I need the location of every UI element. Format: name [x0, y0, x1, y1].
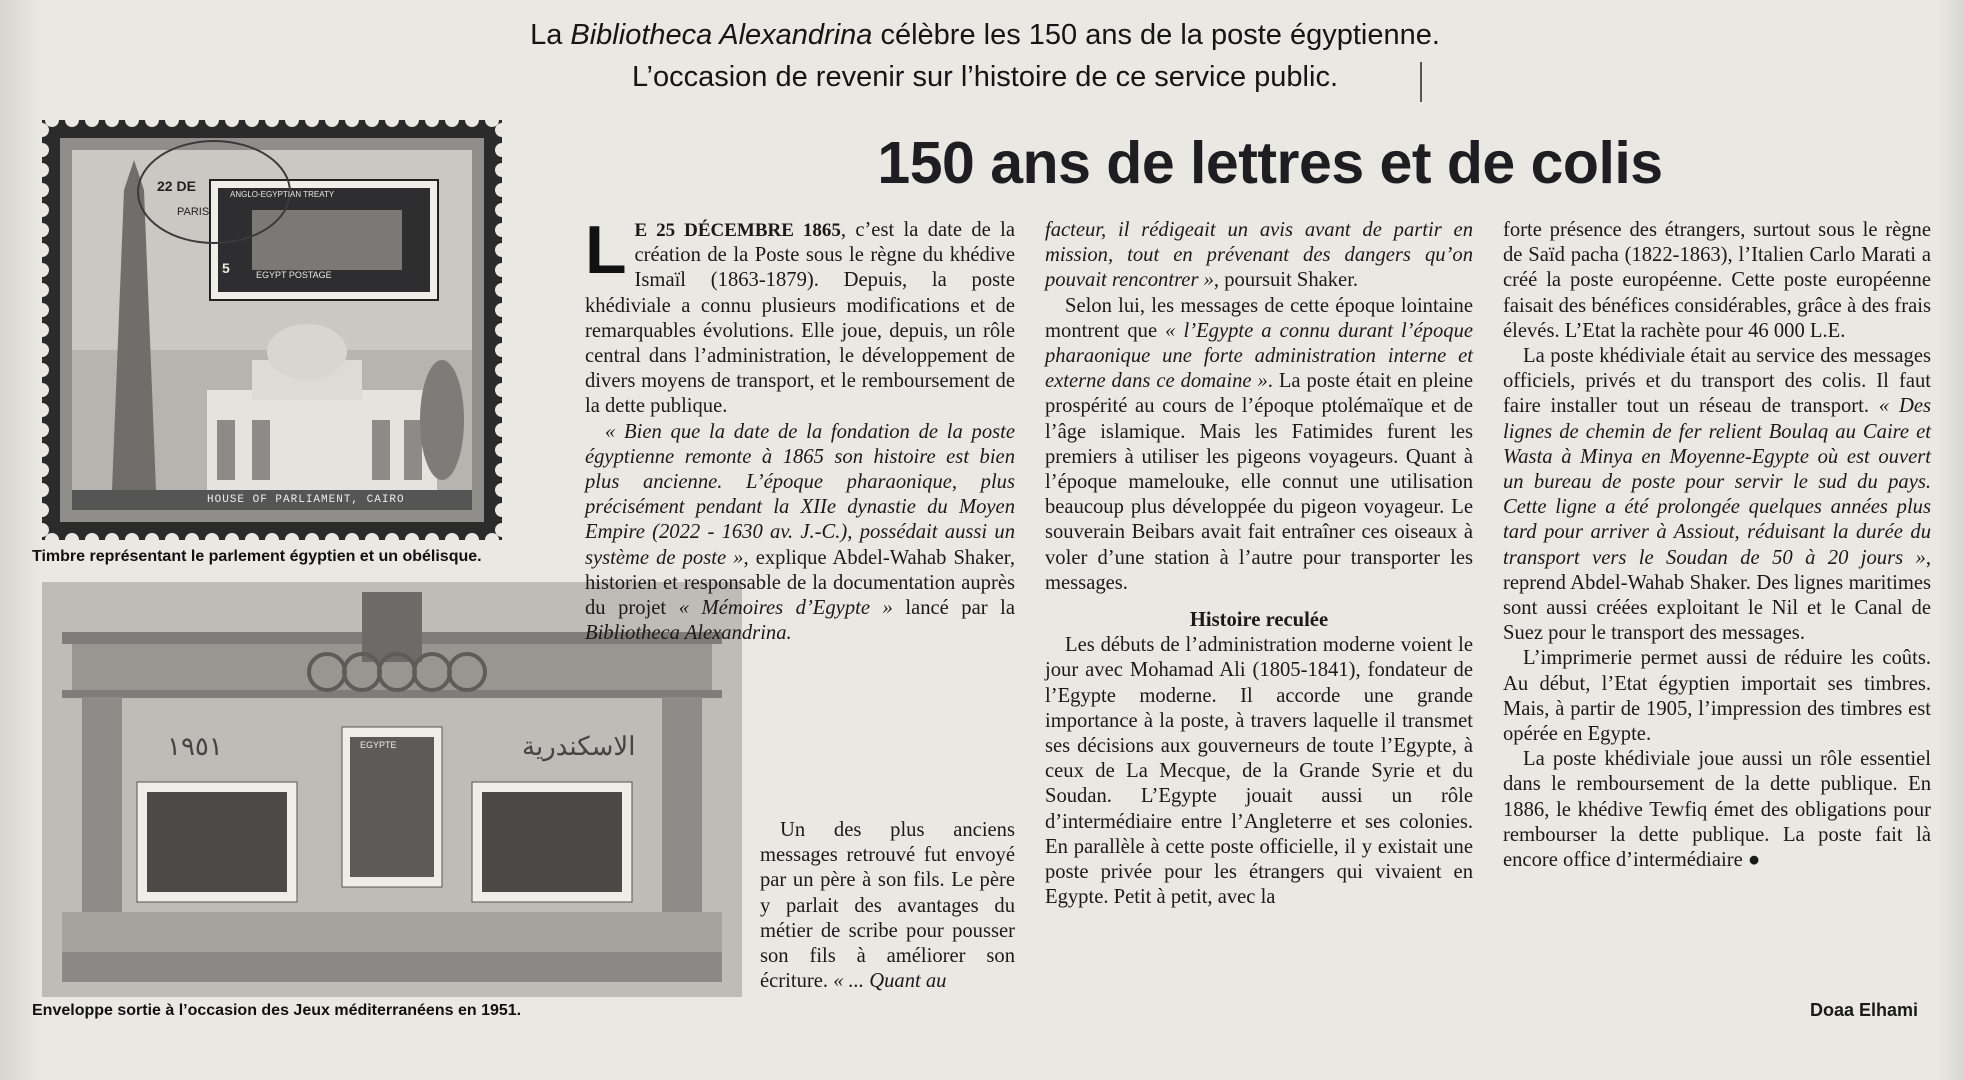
column-2 — [1045, 218, 1473, 910]
envelope-city: الاسكندرية — [522, 732, 636, 761]
deck-line-1: La Bibliotheca Alexandrina célèbre les 150 ans de la poste égyptienne. — [530, 19, 1440, 51]
headline: 150 ans de lettres et de colis — [877, 130, 1663, 196]
column-3 — [1503, 218, 1931, 873]
col2-paragraph-1: facteur, il rédigeait un avis avant de partir en mission, tout en prévenant des dangers qu’on pouvait rencontrer », poursuit Shaker. — [1045, 219, 1473, 292]
column-1 — [585, 212, 1015, 646]
lead-date: E 25 DÉCEMBRE 1865 — [634, 220, 841, 241]
col3-paragraph-1: forte présence des étrangers, surtout sous le règne de Saïd pacha (1822-1863), l’Italien Carlo Marati a créé la poste européenne. Cette poste européenne faisait des bénéfices considérables, grâce à des frais élevés. L’Etat la rachète pour 46 000 L.E. — [1503, 219, 1931, 342]
envelope-caption: Enveloppe sortie à l’occasion des Jeux méditerranéens en 1951. — [32, 1002, 522, 1019]
postmark-date: 22 DE — [157, 178, 196, 194]
stamp-top-text: ANGLO-EGYPTIAN TREATY — [230, 190, 335, 199]
envelope-stamp-label: EGYPTE — [360, 740, 397, 750]
col3-paragraph-3: L’imprimerie permet aussi de réduire les coûts. Au début, l’Etat égyptien importait ses timbres. Mais, à partir de 1905, l’impression des timbres est opérée en Egypte. — [1503, 647, 1931, 746]
postmark-city: PARIS — [177, 206, 210, 218]
end-mark: ● — [1747, 849, 1761, 872]
col1-paragraph-2: « Bien que la date de la fondation de la poste égyptienne remonte à 1865 son histoire est bien plus ancienne. L’époque pharaonique, plus précisément pendant la XIIe dynastie du Moyen Empire (2022 - 1630 av. J.-C.), possédait aussi un système de poste », explique Abdel-Wahab Shaker, historien et responsable de la documentation auprès du projet « Mémoires d’Egypte » lancé par la Bibliotheca Alexandrina. — [585, 420, 1015, 645]
article-deck — [420, 14, 1550, 98]
subheading: Histoire reculée — [1189, 609, 1329, 632]
stamp-photo — [42, 120, 502, 540]
col1-paragraph-1: L E 25 DÉCEMBRE 1865, c’est la date de la création de la Poste sous le règne du khédive Ismaïl (1863-1879). Depuis, la poste khédiviale a connu plusieurs modifications et de remarquables évolutions. Elle joue, depuis, un rôle central dans l’administration, le développement de divers moyens de transport, et le remboursement de la dette publique. — [585, 212, 1015, 418]
drop-cap: L — [585, 212, 627, 288]
envelope-year: ١٩٥١ — [167, 732, 223, 761]
left-margin-bleed — [0, 0, 40, 1080]
stamp-bottom-text: EGYPT POSTAGE — [256, 270, 332, 280]
col2-paragraph-2: Selon lui, les messages de cette époque lointaine montrent que « l’Egypte a connu durant l’époque pharaonique une forte administration interne et externe dans ce domaine ». La poste était en pleine prospérité au cours de l’époque ptolémaïque et de l’âge islamique. Mais les Fatimides furent les premiers à utiliser les pigeons voyageurs. Quant à l’époque mamelouke, elle connut une utilisation beaucoup plus développée du pigeon voyageur. Le souverain Beibars avait fait entraîner ces oiseaux à voler d’une station à l’autre pour transporter les messages. — [1045, 294, 1474, 594]
col2-paragraph-3: Les débuts de l’administration moderne voient le jour avec Mohamad Ali (1805-1841), fondateur de l’Egypte moderne. Il accorde une grande importance à la poste, à travers laquelle il transmet ses décisions aux gouverneurs de toute l’Egypte, à ceux de La Mecque, de la Grande Syrie et du Soudan. L’Egypte jouait aussi un rôle d’intermédiaire entre l’Angleterre et ses colonies. En parallèle à cette poste officielle, il y existait une poste privée pour les étrangers qui vivaient en Egypte. Petit à petit, avec la — [1045, 634, 1473, 909]
stamp-caption: Timbre représentant le parlement égyptien et un obélisque. — [32, 548, 482, 565]
column-1-lower — [760, 818, 1015, 994]
deck-line-2: L’occasion de revenir sur l’histoire de ce service public. — [631, 61, 1338, 93]
col3-paragraph-2: La poste khédiviale était au service des messages officiels, privés et du transport des colis. Il faut faire installer tout un réseau de transport. « Des lignes de chemin de fer relient Boulaq au Caire et Wasta à Minya en Moyenne-Egypte où est ouvert un bureau de poste pour servir le sud du pays. Cette ligne a été prolongée quelques années plus tard pour arriver à Assiout, réduisant la durée du transport vers le Soudan de 50 à 20 jours », reprend Abdel-Wahab Shaker. Des lignes maritimes sont aussi créées exploitant le Nil et le Canal de Suez pour le transport des messages. — [1503, 345, 1931, 645]
stamp-footer: HOUSE OF PARLIAMENT, CAIRO — [207, 494, 405, 506]
col3-paragraph-4: La poste khédiviale joue aussi un rôle essentiel dans le remboursement de la dette publique. En 1886, le khédive Tewfiq émet des obligations pour rembourser la dette publique. La poste fait là encore office d’intermédiaire ● — [1503, 748, 1931, 872]
byline: Doaa Elhami — [1810, 1000, 1919, 1020]
deck-rule — [1420, 62, 1422, 102]
stamp-value: 5 — [222, 260, 230, 276]
col1-paragraph-3: Un des plus anciens messages retrouvé fut envoyé par un père à son fils. Le père y parlait des avantages du métier de scribe pour pousser son fils à améliorer son écriture. « ... Quant au — [760, 819, 1015, 993]
right-margin-bleed — [1938, 0, 1964, 1080]
deck-emphasis: Bibliotheca Alexandrina — [570, 19, 873, 51]
